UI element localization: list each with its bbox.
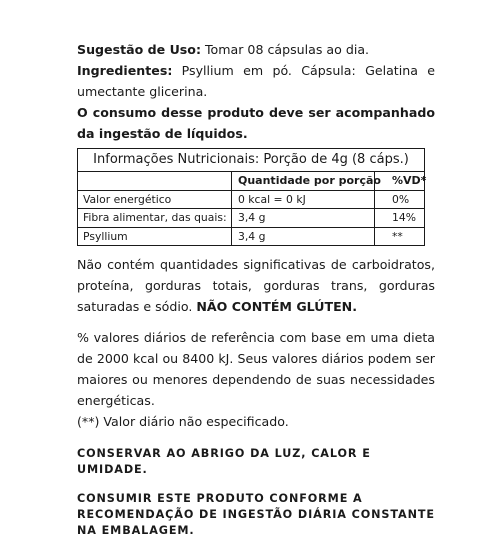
nutrient-dv: 14% [392, 211, 416, 224]
daily-value-unspecified: (**) Valor diário não especificado. [77, 414, 289, 429]
nutrition-facts-table [77, 148, 425, 246]
nutrient-amount: 0 kcal = 0 kJ [238, 192, 306, 206]
supplement-label [77, 39, 435, 539]
header-dv: %VD* [392, 174, 427, 187]
table-row [78, 228, 424, 246]
not-significant-statement [77, 254, 435, 317]
not-significant-text: Não contém quantidades significativas de carboidratos, proteína, gorduras totais, gorduras trans, gorduras saturadas e sódio. [77, 257, 435, 314]
nutrient-name: Valor energético [83, 192, 172, 206]
usage-text: Tomar 08 cápsulas ao dia. [201, 42, 370, 57]
ingredients-text: Psyllium em pó. Cápsula: Gelatina e umectante glicerina. [77, 63, 435, 99]
nutrient-amount: 3,4 g [238, 229, 266, 243]
ingredients [77, 60, 435, 102]
gluten-free-statement: NÃO CONTÉM GLÚTEN. [196, 299, 358, 314]
nutrient-name: Psyllium [83, 229, 128, 243]
nutrition-table-header [78, 172, 427, 191]
ingredients-label: Ingredientes: [77, 63, 173, 78]
nutrient-amount: 3,4 g [238, 211, 266, 224]
nutrient-dv: ** [392, 229, 403, 243]
nutrient-dv: 0% [392, 192, 410, 206]
daily-value-note: % valores diários de referência com base em uma dieta de 2000 kcal ou 8400 kJ. Seus valores diários podem ser maiores ou menores dependendo de suas necessidades energéticas. [77, 330, 435, 408]
spacer [77, 317, 435, 327]
consumption-note: O consumo desse produto deve ser acompanhado da ingestão de líquidos. [77, 105, 435, 141]
table-row [78, 191, 424, 210]
nutrition-table-title: Informações Nutricionais: Porção de 4g (8 cáps.) [78, 149, 424, 172]
consumption-warning: CONSUMIR ESTE PRODUTO CONFORME A RECOMENDAÇÃO DE INGESTÃO DIÁRIA CONSTANTE NA EMBALAGEM. [77, 492, 435, 537]
nutrient-name: Fibra alimentar, das quais: [83, 211, 227, 224]
usage-label: Sugestão de Uso: [77, 42, 201, 57]
table-row [78, 209, 424, 228]
header-amount: Quantidade por porção [238, 174, 381, 187]
storage-warning: CONSERVAR AO ABRIGO DA LUZ, CALOR E UMIDADE. [77, 447, 371, 476]
usage-instructions [77, 39, 435, 60]
